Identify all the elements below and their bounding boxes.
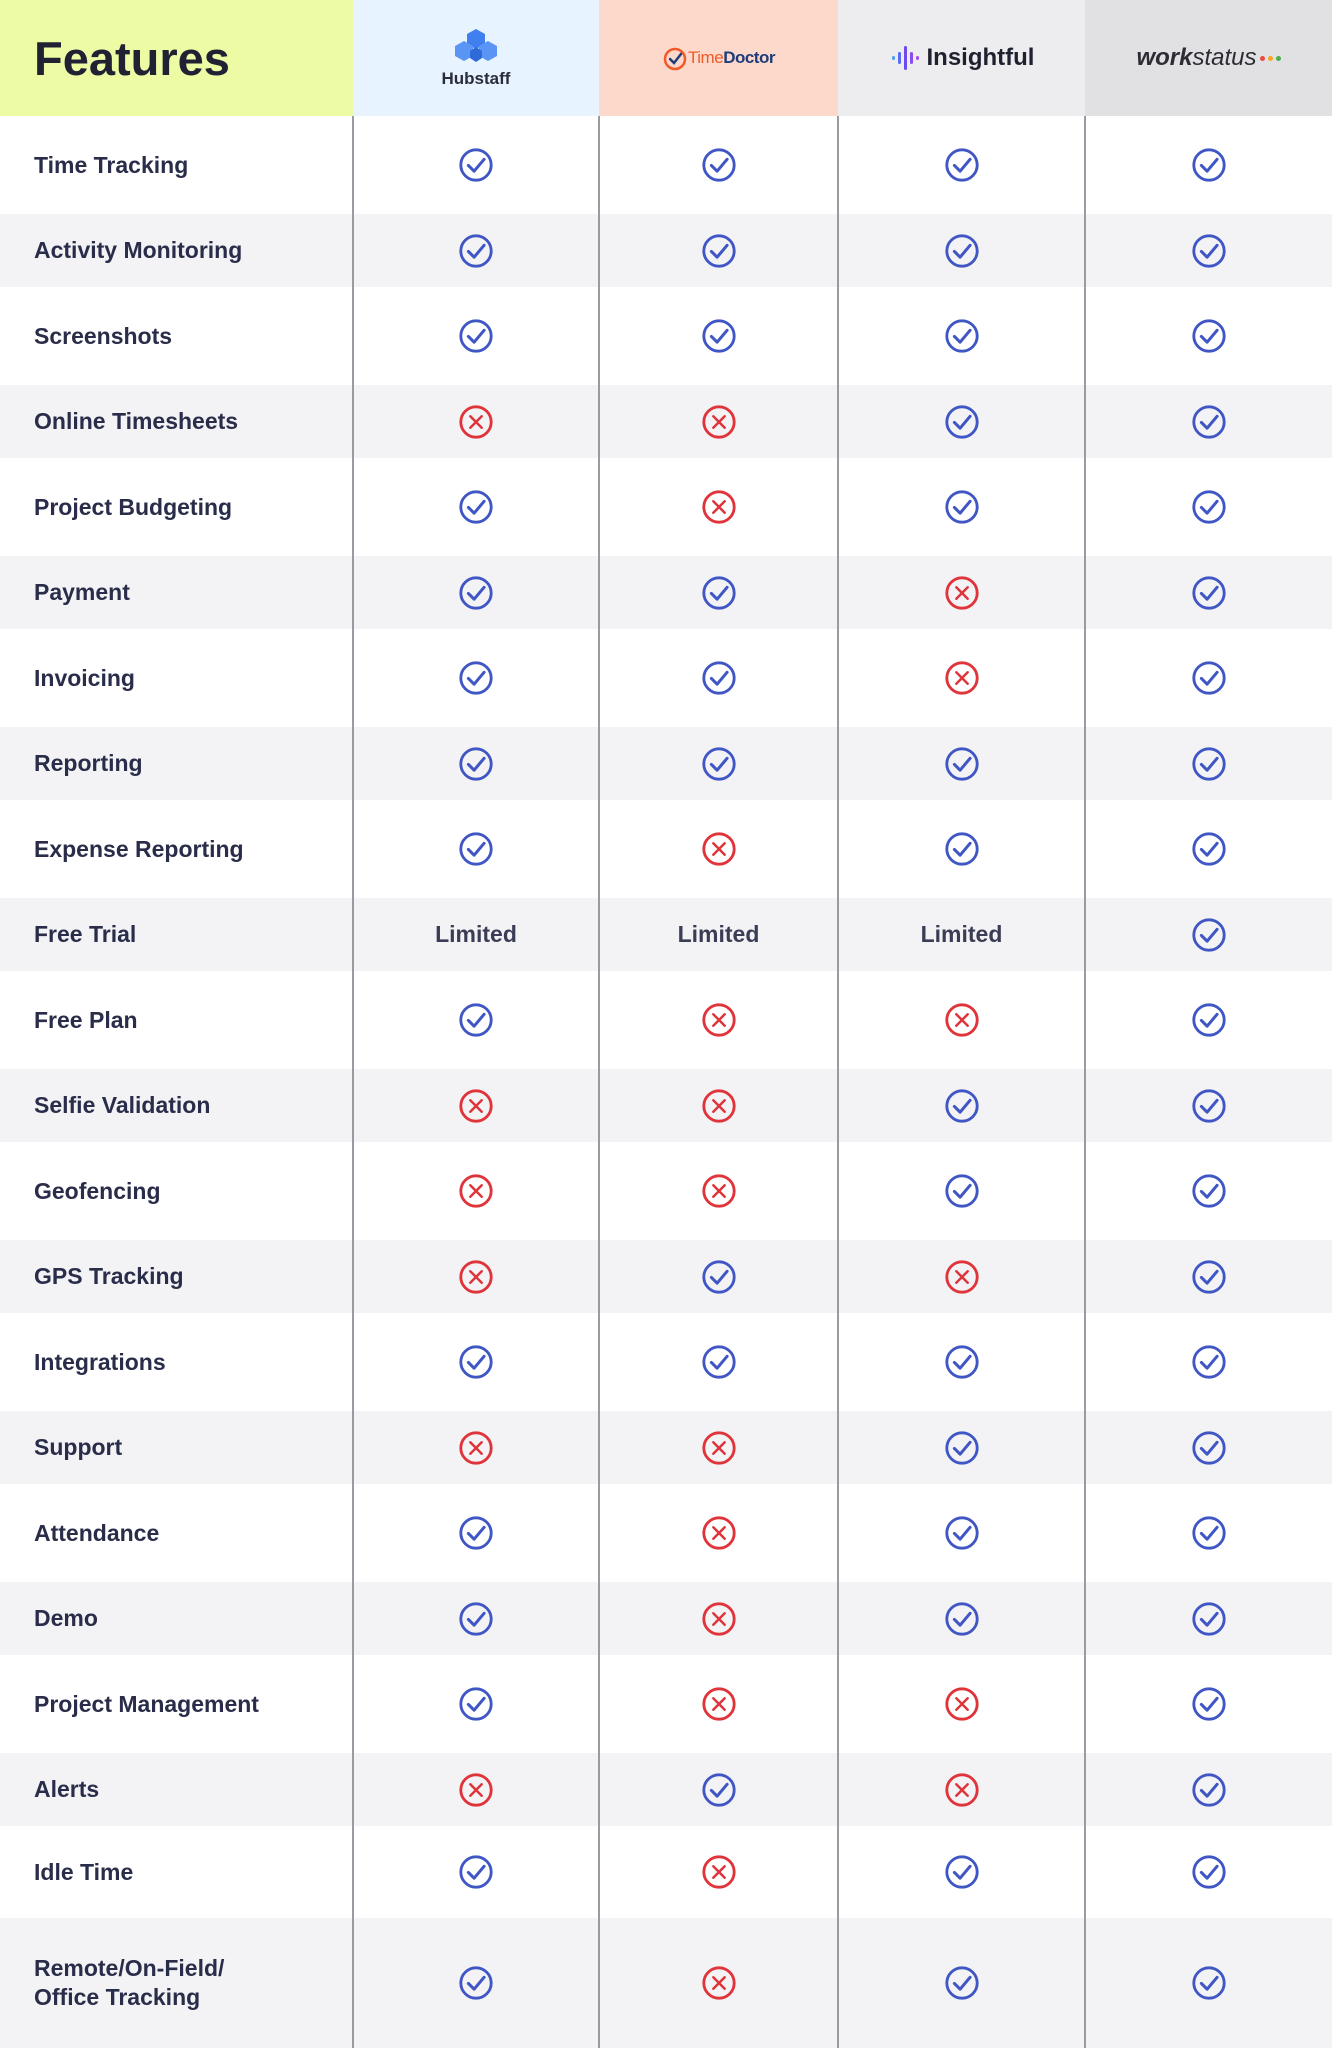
- feature-label-geofencing: Geofencing: [34, 1177, 161, 1204]
- timedoctor-cell: [599, 214, 838, 287]
- check-icon: [457, 1514, 495, 1552]
- hubstaff-header-cell: [353, 0, 599, 116]
- workstatus-cell: [1085, 1655, 1332, 1753]
- check-icon: [1190, 1685, 1228, 1723]
- table-row: [0, 1313, 1332, 1411]
- check-icon: [1190, 1258, 1228, 1296]
- workstatus-cell: [1085, 727, 1332, 800]
- timedoctor-cell: [599, 1655, 838, 1753]
- check-icon: [1190, 1172, 1228, 1210]
- timedoctor-cell: [599, 287, 838, 385]
- table-row: [0, 1069, 1332, 1142]
- workstatus-cell: [1085, 1069, 1332, 1142]
- feature-cell: [0, 1826, 353, 1918]
- table-row: [0, 727, 1332, 800]
- timedoctor-cell: [599, 629, 838, 727]
- workstatus-logo: [1136, 44, 1280, 72]
- check-icon: [700, 1258, 738, 1296]
- check-icon: [1190, 1964, 1228, 2002]
- insightful-name: Insightful: [926, 44, 1035, 71]
- timedoctor-cell: [599, 1484, 838, 1582]
- timedoctor-logo-icon: [662, 45, 688, 71]
- feature-label-gps-tracking: GPS Tracking: [34, 1263, 184, 1289]
- column-divider: [352, 116, 354, 2048]
- hubstaff-cell: [353, 1142, 599, 1240]
- hubstaff-cell: [353, 214, 599, 287]
- insightful-cell: [838, 556, 1085, 629]
- hubstaff-cell: [353, 898, 599, 971]
- timedoctor-cell: [599, 727, 838, 800]
- hubstaff-cell: [353, 971, 599, 1069]
- timedoctor-cell: [599, 1142, 838, 1240]
- hubstaff-cell: [353, 629, 599, 727]
- cross-icon: [457, 403, 495, 441]
- feature-label-reporting: Reporting: [34, 750, 143, 776]
- feature-cell: [0, 800, 353, 898]
- insightful-cell: [838, 1313, 1085, 1411]
- hubstaff-cell: [353, 556, 599, 629]
- cross-icon: [943, 1258, 981, 1296]
- check-icon: [457, 488, 495, 526]
- cross-icon: [700, 1853, 738, 1891]
- table-row: [0, 556, 1332, 629]
- timedoctor-cell: [599, 971, 838, 1069]
- insightful-cell: [838, 898, 1085, 971]
- hubstaff-cell: [353, 1753, 599, 1826]
- timedoctor-header-cell: [599, 0, 838, 116]
- feature-label-demo: Demo: [34, 1605, 98, 1631]
- cross-icon: [943, 659, 981, 697]
- timedoctor-name: TimeDoctor: [688, 48, 775, 67]
- cross-icon: [457, 1429, 495, 1467]
- check-icon: [457, 232, 495, 270]
- hubstaff-logo-icon: [452, 27, 500, 67]
- check-icon: [1190, 916, 1228, 954]
- workstatus-cell: [1085, 1753, 1332, 1826]
- check-icon: [457, 1600, 495, 1638]
- timedoctor-cell: [599, 116, 838, 214]
- feature-cell: [0, 385, 353, 458]
- insightful-cell: [838, 1069, 1085, 1142]
- feature-cell: [0, 1655, 353, 1753]
- feature-label-project-budgeting: Project Budgeting: [34, 493, 233, 520]
- feature-label-selfie-validation: Selfie Validation: [34, 1092, 211, 1118]
- insightful-cell: [838, 287, 1085, 385]
- timedoctor-cell: [599, 898, 838, 971]
- check-icon: [457, 146, 495, 184]
- features-header-cell: [0, 0, 353, 116]
- table-row: [0, 116, 1332, 214]
- insightful-logo: [889, 43, 1035, 73]
- feature-label-invoicing: Invoicing: [34, 664, 135, 691]
- feature-cell: [0, 1484, 353, 1582]
- cross-icon: [943, 574, 981, 612]
- timedoctor-cell: [599, 385, 838, 458]
- check-icon: [1190, 317, 1228, 355]
- table-row: [0, 214, 1332, 287]
- hubstaff-cell: [353, 1826, 599, 1918]
- workstatus-dot-red: [1260, 56, 1265, 61]
- feature-cell: [0, 1069, 353, 1142]
- cross-icon: [700, 1685, 738, 1723]
- feature-label-attendance: Attendance: [34, 1519, 160, 1546]
- feature-cell: [0, 1240, 353, 1313]
- check-icon: [1190, 1853, 1228, 1891]
- workstatus-cell: [1085, 1582, 1332, 1655]
- check-icon: [700, 146, 738, 184]
- cross-icon: [457, 1087, 495, 1125]
- table-row: [0, 287, 1332, 385]
- insightful-cell: [838, 800, 1085, 898]
- cross-icon: [943, 1771, 981, 1809]
- insightful-cell: [838, 727, 1085, 800]
- check-icon: [700, 659, 738, 697]
- check-icon: [1190, 1087, 1228, 1125]
- feature-cell: [0, 287, 353, 385]
- workstatus-cell: [1085, 556, 1332, 629]
- check-icon: [1190, 659, 1228, 697]
- check-icon: [943, 1600, 981, 1638]
- check-icon: [1190, 232, 1228, 270]
- check-icon: [457, 1343, 495, 1381]
- cross-icon: [943, 1685, 981, 1723]
- check-icon: [943, 488, 981, 526]
- cross-icon: [700, 1514, 738, 1552]
- check-icon: [943, 830, 981, 868]
- feature-label-free-plan: Free Plan: [34, 1006, 138, 1033]
- hubstaff-cell: [353, 1655, 599, 1753]
- insightful-cell: [838, 1484, 1085, 1582]
- check-icon: [943, 1429, 981, 1467]
- cross-icon: [700, 403, 738, 441]
- timedoctor-logo: [662, 45, 775, 71]
- table-row: [0, 971, 1332, 1069]
- check-icon: [943, 403, 981, 441]
- hubstaff-name: Hubstaff: [441, 69, 511, 88]
- cross-icon: [457, 1258, 495, 1296]
- check-icon: [1190, 1343, 1228, 1381]
- check-icon: [1190, 1514, 1228, 1552]
- check-icon: [943, 745, 981, 783]
- workstatus-cell: [1085, 971, 1332, 1069]
- table-row: [0, 629, 1332, 727]
- feature-label-project-management: Project Management: [34, 1690, 259, 1717]
- cross-icon: [700, 1172, 738, 1210]
- table-row: [0, 1484, 1332, 1582]
- check-icon: [1190, 1771, 1228, 1809]
- check-icon: [1190, 830, 1228, 868]
- header-row: [0, 0, 1332, 116]
- check-icon: [943, 317, 981, 355]
- insightful-cell: [838, 971, 1085, 1069]
- insightful-cell: [838, 1655, 1085, 1753]
- check-icon: [1190, 1600, 1228, 1638]
- limited-label: Limited: [435, 921, 517, 947]
- check-icon: [457, 659, 495, 697]
- workstatus-name: workstatus: [1136, 44, 1257, 71]
- check-icon: [1190, 1001, 1228, 1039]
- cross-icon: [943, 1001, 981, 1039]
- workstatus-cell: [1085, 898, 1332, 971]
- feature-cell: [0, 1918, 353, 2048]
- check-icon: [457, 745, 495, 783]
- hubstaff-cell: [353, 287, 599, 385]
- check-icon: [700, 1343, 738, 1381]
- table-row: [0, 385, 1332, 458]
- check-icon: [943, 1087, 981, 1125]
- cross-icon: [700, 488, 738, 526]
- features-title: Features: [34, 31, 230, 85]
- feature-cell: [0, 556, 353, 629]
- column-divider: [1084, 116, 1086, 2048]
- column-divider: [598, 116, 600, 2048]
- cross-icon: [700, 1600, 738, 1638]
- check-icon: [943, 232, 981, 270]
- check-icon: [943, 1964, 981, 2002]
- insightful-cell: [838, 458, 1085, 556]
- check-icon: [700, 745, 738, 783]
- timedoctor-cell: [599, 1918, 838, 2048]
- table-row: [0, 1240, 1332, 1313]
- check-icon: [1190, 574, 1228, 612]
- timedoctor-cell: [599, 1826, 838, 1918]
- insightful-cell: [838, 214, 1085, 287]
- workstatus-cell: [1085, 287, 1332, 385]
- feature-label-free-trial: Free Trial: [34, 921, 137, 947]
- check-icon: [700, 574, 738, 612]
- workstatus-cell: [1085, 1240, 1332, 1313]
- check-icon: [457, 1001, 495, 1039]
- workstatus-dot-green: [1276, 56, 1281, 61]
- workstatus-cell: [1085, 385, 1332, 458]
- timedoctor-cell: [599, 1240, 838, 1313]
- workstatus-cell: [1085, 214, 1332, 287]
- check-icon: [457, 1685, 495, 1723]
- table-row: [0, 1826, 1332, 1918]
- feature-label-alerts: Alerts: [34, 1776, 100, 1802]
- feature-cell: [0, 1411, 353, 1484]
- hubstaff-cell: [353, 385, 599, 458]
- insightful-cell: [838, 1753, 1085, 1826]
- feature-label-idle-time: Idle Time: [34, 1858, 134, 1885]
- workstatus-cell: [1085, 1142, 1332, 1240]
- column-divider: [837, 116, 839, 2048]
- workstatus-header-cell: [1085, 0, 1332, 116]
- timedoctor-cell: [599, 1753, 838, 1826]
- workstatus-cell: [1085, 1484, 1332, 1582]
- workstatus-cell: [1085, 1411, 1332, 1484]
- timedoctor-cell: [599, 1069, 838, 1142]
- cross-icon: [700, 1001, 738, 1039]
- feature-label-expense-reporting: Expense Reporting: [34, 835, 244, 862]
- insightful-cell: [838, 1411, 1085, 1484]
- feature-cell: [0, 898, 353, 971]
- workstatus-dot-orange: [1268, 56, 1273, 61]
- table-row: [0, 458, 1332, 556]
- cross-icon: [700, 1964, 738, 2002]
- feature-cell: [0, 727, 353, 800]
- insightful-cell: [838, 1142, 1085, 1240]
- workstatus-cell: [1085, 1826, 1332, 1918]
- insightful-cell: [838, 116, 1085, 214]
- table-row: [0, 898, 1332, 971]
- check-icon: [1190, 1429, 1228, 1467]
- workstatus-cell: [1085, 629, 1332, 727]
- table-row: [0, 1582, 1332, 1655]
- hubstaff-cell: [353, 458, 599, 556]
- check-icon: [1190, 403, 1228, 441]
- feature-label-payment: Payment: [34, 579, 130, 605]
- feature-label-time-tracking: Time Tracking: [34, 151, 189, 178]
- timedoctor-cell: [599, 1582, 838, 1655]
- timedoctor-cell: [599, 556, 838, 629]
- hubstaff-cell: [353, 1918, 599, 2048]
- insightful-cell: [838, 1582, 1085, 1655]
- hubstaff-cell: [353, 727, 599, 800]
- cross-icon: [457, 1771, 495, 1809]
- check-icon: [457, 317, 495, 355]
- check-icon: [457, 1853, 495, 1891]
- cross-icon: [700, 830, 738, 868]
- feature-label-remote-on-field-office-tracking: Remote/On-Field/ Office Tracking: [34, 1955, 225, 2010]
- feature-label-support: Support: [34, 1434, 123, 1460]
- hubstaff-cell: [353, 1240, 599, 1313]
- insightful-cell: [838, 629, 1085, 727]
- table-row: [0, 1753, 1332, 1826]
- hubstaff-cell: [353, 1313, 599, 1411]
- check-icon: [943, 1853, 981, 1891]
- hubstaff-cell: [353, 116, 599, 214]
- insightful-cell: [838, 385, 1085, 458]
- insightful-cell: [838, 1240, 1085, 1313]
- feature-cell: [0, 1142, 353, 1240]
- check-icon: [457, 574, 495, 612]
- hubstaff-cell: [353, 1411, 599, 1484]
- feature-label-online-timesheets: Online Timesheets: [34, 408, 239, 434]
- timedoctor-cell: [599, 458, 838, 556]
- hubstaff-cell: [353, 1484, 599, 1582]
- limited-label: Limited: [677, 921, 760, 947]
- check-icon: [457, 830, 495, 868]
- hubstaff-cell: [353, 1069, 599, 1142]
- feature-cell: [0, 1582, 353, 1655]
- workstatus-cell: [1085, 1313, 1332, 1411]
- feature-cell: [0, 116, 353, 214]
- table-row: [0, 1142, 1332, 1240]
- timedoctor-cell: [599, 1411, 838, 1484]
- check-icon: [1190, 488, 1228, 526]
- workstatus-cell: [1085, 116, 1332, 214]
- check-icon: [943, 1343, 981, 1381]
- check-icon: [943, 146, 981, 184]
- table-row: [0, 1918, 1332, 2048]
- feature-cell: [0, 214, 353, 287]
- feature-cell: [0, 629, 353, 727]
- feature-cell: [0, 458, 353, 556]
- workstatus-cell: [1085, 800, 1332, 898]
- workstatus-cell: [1085, 1918, 1332, 2048]
- feature-cell: [0, 971, 353, 1069]
- check-icon: [700, 317, 738, 355]
- insightful-cell: [838, 1918, 1085, 2048]
- hubstaff-cell: [353, 1582, 599, 1655]
- feature-label-activity-monitoring: Activity Monitoring: [34, 237, 243, 263]
- table-row: [0, 1411, 1332, 1484]
- timedoctor-cell: [599, 1313, 838, 1411]
- cross-icon: [700, 1087, 738, 1125]
- feature-label-integrations: Integrations: [34, 1348, 166, 1375]
- table-row: [0, 800, 1332, 898]
- limited-label: Limited: [920, 921, 1003, 947]
- check-icon: [943, 1514, 981, 1552]
- feature-cell: [0, 1313, 353, 1411]
- timedoctor-cell: [599, 800, 838, 898]
- check-icon: [700, 232, 738, 270]
- feature-cell: [0, 1753, 353, 1826]
- check-icon: [1190, 745, 1228, 783]
- insightful-cell: [838, 1826, 1085, 1918]
- insightful-logo-icon: [889, 43, 919, 73]
- cross-icon: [700, 1429, 738, 1467]
- check-icon: [700, 1771, 738, 1809]
- cross-icon: [457, 1172, 495, 1210]
- check-icon: [943, 1172, 981, 1210]
- check-icon: [457, 1964, 495, 2002]
- feature-label-screenshots: Screenshots: [34, 322, 173, 349]
- workstatus-cell: [1085, 458, 1332, 556]
- insightful-header-cell: [838, 0, 1085, 116]
- check-icon: [1190, 146, 1228, 184]
- table-row: [0, 1655, 1332, 1753]
- hubstaff-cell: [353, 800, 599, 898]
